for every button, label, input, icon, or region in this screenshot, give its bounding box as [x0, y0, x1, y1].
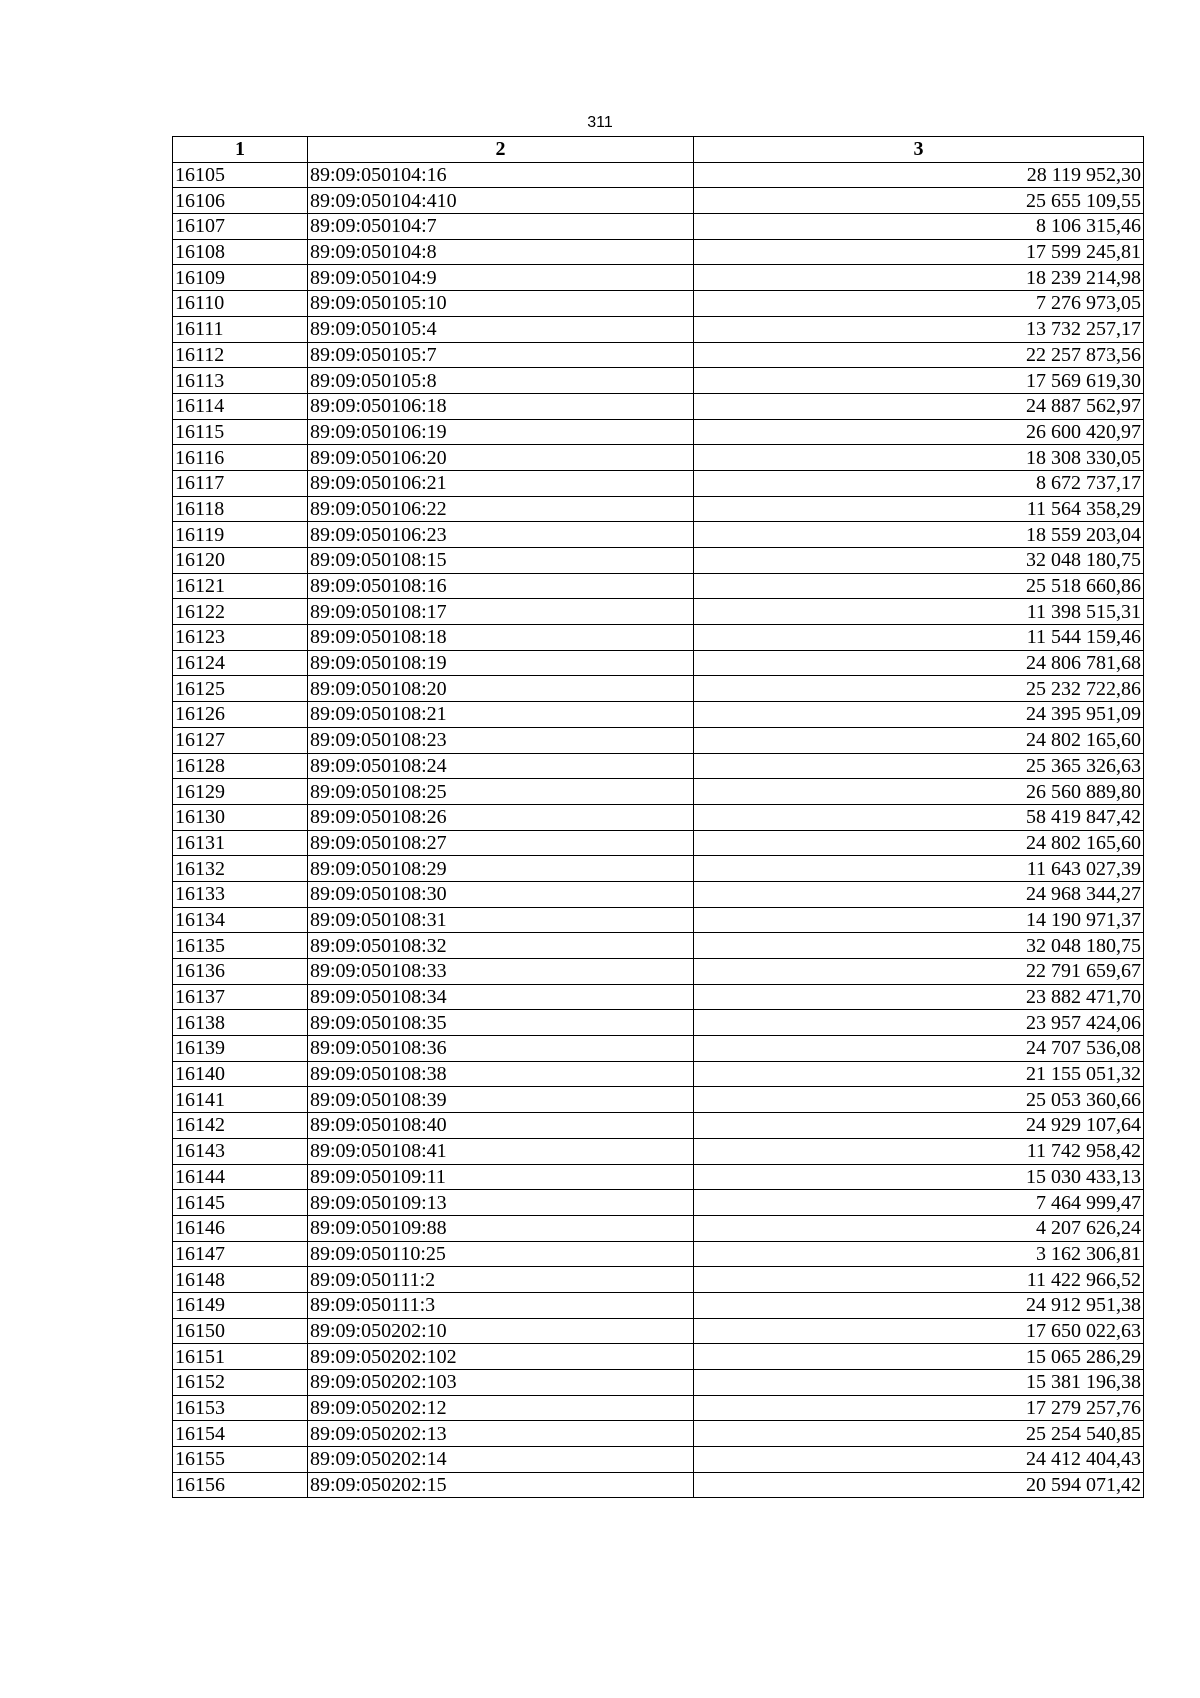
- cadastral-value-cell: 17 279 257,76: [694, 1395, 1144, 1421]
- row-number-cell: 16149: [173, 1292, 308, 1318]
- row-number-cell: 16153: [173, 1395, 308, 1421]
- cadastral-value-cell: 58 419 847,42: [694, 804, 1144, 830]
- row-number-cell: 16137: [173, 984, 308, 1010]
- table-row: [173, 522, 1144, 548]
- table-row: [173, 1061, 1144, 1087]
- row-number-cell: 16124: [173, 650, 308, 676]
- cadastral-number-cell: 89:09:050111:2: [308, 1267, 694, 1293]
- cadastral-number-cell: 89:09:050105:8: [308, 368, 694, 394]
- cadastral-value-cell: 21 155 051,32: [694, 1061, 1144, 1087]
- header-row: [173, 137, 1144, 163]
- cadastral-value-cell: 24 912 951,38: [694, 1292, 1144, 1318]
- column-header-1: 1: [173, 137, 308, 163]
- cadastral-number-cell: 89:09:050108:36: [308, 1036, 694, 1062]
- row-number-cell: 16117: [173, 470, 308, 496]
- cadastral-value-cell: 11 742 958,42: [694, 1138, 1144, 1164]
- cadastral-value-cell: 32 048 180,75: [694, 548, 1144, 574]
- cadastral-value-cell: 25 254 540,85: [694, 1421, 1144, 1447]
- table-row: [173, 830, 1144, 856]
- cadastral-number-cell: 89:09:050109:11: [308, 1164, 694, 1190]
- row-number-cell: 16127: [173, 727, 308, 753]
- cadastral-number-cell: 89:09:050106:19: [308, 419, 694, 445]
- table-row: [173, 779, 1144, 805]
- row-number-cell: 16125: [173, 676, 308, 702]
- table-row: [173, 162, 1144, 188]
- row-number-cell: 16131: [173, 830, 308, 856]
- table-row: [173, 419, 1144, 445]
- table-row: [173, 393, 1144, 419]
- cadastral-number-cell: 89:09:050108:20: [308, 676, 694, 702]
- row-number-cell: 16141: [173, 1087, 308, 1113]
- row-number-cell: 16105: [173, 162, 308, 188]
- cadastral-number-cell: 89:09:050108:38: [308, 1061, 694, 1087]
- cadastral-value-cell: 24 929 107,64: [694, 1113, 1144, 1139]
- cadastral-value-cell: 26 600 420,97: [694, 419, 1144, 445]
- table-row: [173, 727, 1144, 753]
- cadastral-number-cell: 89:09:050109:88: [308, 1215, 694, 1241]
- cadastral-value-cell: 24 802 165,60: [694, 727, 1144, 753]
- cadastral-number-cell: 89:09:050108:23: [308, 727, 694, 753]
- row-number-cell: 16108: [173, 239, 308, 265]
- cadastral-number-cell: 89:09:050108:34: [308, 984, 694, 1010]
- row-number-cell: 16145: [173, 1190, 308, 1216]
- cadastral-value-cell: 13 732 257,17: [694, 316, 1144, 342]
- row-number-cell: 16140: [173, 1061, 308, 1087]
- cadastral-value-cell: 24 412 404,43: [694, 1447, 1144, 1473]
- page-number: 311: [587, 114, 613, 131]
- cadastral-number-cell: 89:09:050108:18: [308, 625, 694, 651]
- table-row: [173, 1087, 1144, 1113]
- row-number-cell: 16130: [173, 804, 308, 830]
- cadastral-number-cell: 89:09:050104:9: [308, 265, 694, 291]
- table-row: [173, 316, 1144, 342]
- cadastral-value-cell: 24 968 344,27: [694, 881, 1144, 907]
- row-number-cell: 16110: [173, 291, 308, 317]
- table-row: [173, 445, 1144, 471]
- cadastral-number-cell: 89:09:050108:40: [308, 1113, 694, 1139]
- cadastral-value-cell: 22 257 873,56: [694, 342, 1144, 368]
- row-number-cell: 16147: [173, 1241, 308, 1267]
- cadastral-number-cell: 89:09:050108:27: [308, 830, 694, 856]
- row-number-cell: 16143: [173, 1138, 308, 1164]
- row-number-cell: 16106: [173, 188, 308, 214]
- cadastral-value-cell: 25 518 660,86: [694, 573, 1144, 599]
- cadastral-value-cell: 3 162 306,81: [694, 1241, 1144, 1267]
- row-number-cell: 16111: [173, 316, 308, 342]
- cadastral-number-cell: 89:09:050106:21: [308, 470, 694, 496]
- row-number-cell: 16144: [173, 1164, 308, 1190]
- table-row: [173, 599, 1144, 625]
- table-row: [173, 984, 1144, 1010]
- cadastral-value-cell: 17 650 022,63: [694, 1318, 1144, 1344]
- row-number-cell: 16121: [173, 573, 308, 599]
- table-row: [173, 239, 1144, 265]
- cadastral-number-cell: 89:09:050105:4: [308, 316, 694, 342]
- table-row: [173, 1113, 1144, 1139]
- cadastral-number-cell: 89:09:050108:17: [308, 599, 694, 625]
- table-row: [173, 804, 1144, 830]
- cadastral-number-cell: 89:09:050108:25: [308, 779, 694, 805]
- table-row: [173, 1267, 1144, 1293]
- cadastral-number-cell: 89:09:050111:3: [308, 1292, 694, 1318]
- row-number-cell: 16112: [173, 342, 308, 368]
- cadastral-number-cell: 89:09:050104:8: [308, 239, 694, 265]
- cadastral-value-cell: 15 381 196,38: [694, 1370, 1144, 1396]
- cadastral-number-cell: 89:09:050108:24: [308, 753, 694, 779]
- table-row: [173, 650, 1144, 676]
- cadastral-value-cell: 14 190 971,37: [694, 907, 1144, 933]
- table-row: [173, 881, 1144, 907]
- row-number-cell: 16148: [173, 1267, 308, 1293]
- table-row: [173, 291, 1144, 317]
- cadastral-value-cell: 23 957 424,06: [694, 1010, 1144, 1036]
- row-number-cell: 16107: [173, 214, 308, 240]
- cadastral-number-cell: 89:09:050109:13: [308, 1190, 694, 1216]
- cadastral-value-cell: 8 672 737,17: [694, 470, 1144, 496]
- cadastral-value-cell: 20 594 071,42: [694, 1472, 1144, 1498]
- table-row: [173, 342, 1144, 368]
- row-number-cell: 16115: [173, 419, 308, 445]
- cadastral-value-cell: 7 276 973,05: [694, 291, 1144, 317]
- table-row: [173, 1138, 1144, 1164]
- table-row: [173, 933, 1144, 959]
- cadastral-number-cell: 89:09:050104:7: [308, 214, 694, 240]
- row-number-cell: 16129: [173, 779, 308, 805]
- row-number-cell: 16122: [173, 599, 308, 625]
- row-number-cell: 16136: [173, 959, 308, 985]
- cadastral-number-cell: 89:09:050202:102: [308, 1344, 694, 1370]
- cadastral-value-cell: 24 707 536,08: [694, 1036, 1144, 1062]
- table-row: [173, 265, 1144, 291]
- table-row: [173, 1164, 1144, 1190]
- row-number-cell: 16120: [173, 548, 308, 574]
- cadastral-number-cell: 89:09:050108:29: [308, 856, 694, 882]
- cadastral-number-cell: 89:09:050202:13: [308, 1421, 694, 1447]
- table-row: [173, 1421, 1144, 1447]
- table-row: [173, 959, 1144, 985]
- cadastral-number-cell: 89:09:050104:410: [308, 188, 694, 214]
- cadastral-number-cell: 89:09:050202:12: [308, 1395, 694, 1421]
- cadastral-number-cell: 89:09:050202:15: [308, 1472, 694, 1498]
- cadastral-value-cell: 25 365 326,63: [694, 753, 1144, 779]
- row-number-cell: 16123: [173, 625, 308, 651]
- row-number-cell: 16119: [173, 522, 308, 548]
- cadastral-value-cell: 11 398 515,31: [694, 599, 1144, 625]
- row-number-cell: 16151: [173, 1344, 308, 1370]
- table-row: [173, 573, 1144, 599]
- table-body: [173, 162, 1144, 1498]
- cadastral-value-cell: 23 882 471,70: [694, 984, 1144, 1010]
- cadastral-value-cell: 7 464 999,47: [694, 1190, 1144, 1216]
- row-number-cell: 16134: [173, 907, 308, 933]
- row-number-cell: 16109: [173, 265, 308, 291]
- row-number-cell: 16154: [173, 1421, 308, 1447]
- cadastral-value-cell: 17 569 619,30: [694, 368, 1144, 394]
- row-number-cell: 16118: [173, 496, 308, 522]
- cadastral-number-cell: 89:09:050108:35: [308, 1010, 694, 1036]
- cadastral-value-cell: 4 207 626,24: [694, 1215, 1144, 1241]
- cadastral-number-cell: 89:09:050104:16: [308, 162, 694, 188]
- cadastral-value-cell: 32 048 180,75: [694, 933, 1144, 959]
- table-row: [173, 1190, 1144, 1216]
- cadastral-value-cell: 11 544 159,46: [694, 625, 1144, 651]
- table-row: [173, 1447, 1144, 1473]
- cadastral-value-cell: 24 802 165,60: [694, 830, 1144, 856]
- table-row: [173, 625, 1144, 651]
- cadastral-number-cell: 89:09:050110:25: [308, 1241, 694, 1267]
- row-number-cell: 16126: [173, 702, 308, 728]
- cadastral-number-cell: 89:09:050108:32: [308, 933, 694, 959]
- cadastral-number-cell: 89:09:050105:7: [308, 342, 694, 368]
- row-number-cell: 16113: [173, 368, 308, 394]
- row-number-cell: 16142: [173, 1113, 308, 1139]
- row-number-cell: 16132: [173, 856, 308, 882]
- cadastral-value-cell: 25 655 109,55: [694, 188, 1144, 214]
- cadastral-number-cell: 89:09:050108:15: [308, 548, 694, 574]
- table-row: [173, 1215, 1144, 1241]
- cadastral-value-cell: 25 232 722,86: [694, 676, 1144, 702]
- table-row: [173, 496, 1144, 522]
- cadastral-value-cell: 11 422 966,52: [694, 1267, 1144, 1293]
- table-row: [173, 470, 1144, 496]
- cadastral-number-cell: 89:09:050105:10: [308, 291, 694, 317]
- row-number-cell: 16146: [173, 1215, 308, 1241]
- cadastral-value-table: [172, 136, 1144, 1498]
- cadastral-number-cell: 89:09:050108:33: [308, 959, 694, 985]
- row-number-cell: 16139: [173, 1036, 308, 1062]
- cadastral-number-cell: 89:09:050108:39: [308, 1087, 694, 1113]
- table-row: [173, 1036, 1144, 1062]
- row-number-cell: 16152: [173, 1370, 308, 1396]
- cadastral-value-cell: 18 559 203,04: [694, 522, 1144, 548]
- row-number-cell: 16116: [173, 445, 308, 471]
- cadastral-value-cell: 24 887 562,97: [694, 393, 1144, 419]
- table-row: [173, 1344, 1144, 1370]
- table-row: [173, 548, 1144, 574]
- table-row: [173, 676, 1144, 702]
- cadastral-value-cell: 22 791 659,67: [694, 959, 1144, 985]
- table-header: [173, 137, 1144, 163]
- cadastral-number-cell: 89:09:050106:22: [308, 496, 694, 522]
- cadastral-value-cell: 24 806 781,68: [694, 650, 1144, 676]
- row-number-cell: 16128: [173, 753, 308, 779]
- table-row: [173, 214, 1144, 240]
- table-row: [173, 1395, 1144, 1421]
- cadastral-number-cell: 89:09:050106:20: [308, 445, 694, 471]
- cadastral-number-cell: 89:09:050108:26: [308, 804, 694, 830]
- table-row: [173, 188, 1144, 214]
- cadastral-value-cell: 26 560 889,80: [694, 779, 1144, 805]
- table-row: [173, 1318, 1144, 1344]
- row-number-cell: 16114: [173, 393, 308, 419]
- row-number-cell: 16156: [173, 1472, 308, 1498]
- cadastral-number-cell: 89:09:050108:21: [308, 702, 694, 728]
- cadastral-value-cell: 18 239 214,98: [694, 265, 1144, 291]
- cadastral-value-cell: 17 599 245,81: [694, 239, 1144, 265]
- table-row: [173, 1370, 1144, 1396]
- cadastral-value-cell: 11 643 027,39: [694, 856, 1144, 882]
- cadastral-number-cell: 89:09:050108:30: [308, 881, 694, 907]
- cadastral-value-cell: 28 119 952,30: [694, 162, 1144, 188]
- cadastral-value-cell: 24 395 951,09: [694, 702, 1144, 728]
- cadastral-number-cell: 89:09:050202:14: [308, 1447, 694, 1473]
- column-header-2: 2: [308, 137, 694, 163]
- cadastral-number-cell: 89:09:050202:103: [308, 1370, 694, 1396]
- cadastral-number-cell: 89:09:050108:41: [308, 1138, 694, 1164]
- cadastral-number-cell: 89:09:050108:31: [308, 907, 694, 933]
- cadastral-value-cell: 8 106 315,46: [694, 214, 1144, 240]
- cadastral-number-cell: 89:09:050106:23: [308, 522, 694, 548]
- table-row: [173, 907, 1144, 933]
- cadastral-value-cell: 25 053 360,66: [694, 1087, 1144, 1113]
- cadastral-value-cell: 15 030 433,13: [694, 1164, 1144, 1190]
- cadastral-number-cell: 89:09:050108:16: [308, 573, 694, 599]
- table-row: [173, 1292, 1144, 1318]
- row-number-cell: 16138: [173, 1010, 308, 1036]
- row-number-cell: 16150: [173, 1318, 308, 1344]
- table-row: [173, 753, 1144, 779]
- row-number-cell: 16135: [173, 933, 308, 959]
- row-number-cell: 16133: [173, 881, 308, 907]
- column-header-3: 3: [694, 137, 1144, 163]
- table-row: [173, 1472, 1144, 1498]
- cadastral-number-cell: 89:09:050202:10: [308, 1318, 694, 1344]
- row-number-cell: 16155: [173, 1447, 308, 1473]
- table-row: [173, 702, 1144, 728]
- cadastral-value-cell: 11 564 358,29: [694, 496, 1144, 522]
- cadastral-value-cell: 18 308 330,05: [694, 445, 1144, 471]
- cadastral-number-cell: 89:09:050106:18: [308, 393, 694, 419]
- table-row: [173, 856, 1144, 882]
- table-row: [173, 1010, 1144, 1036]
- table-row: [173, 1241, 1144, 1267]
- cadastral-number-cell: 89:09:050108:19: [308, 650, 694, 676]
- table-row: [173, 368, 1144, 394]
- cadastral-value-cell: 15 065 286,29: [694, 1344, 1144, 1370]
